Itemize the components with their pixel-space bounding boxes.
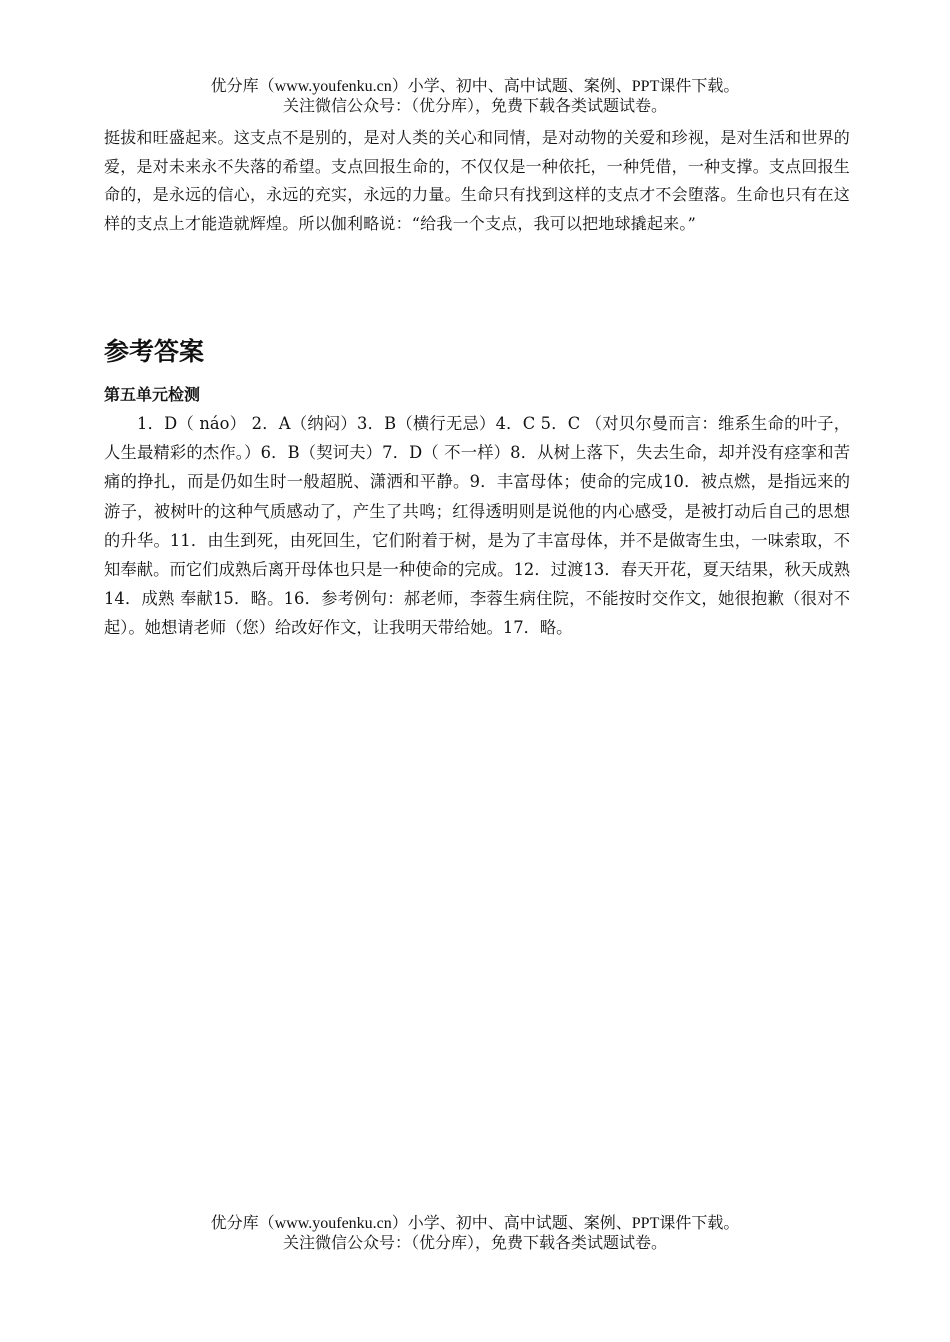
unit-test-subtitle: 第五单元检测 — [104, 385, 201, 404]
footer-line-1: 优分库（www.youfenku.cn）小学、初中、高中试题、案例、PPT课件下载。 — [210, 1215, 740, 1232]
header-line-1: 优分库（www.youfenku.cn）小学、初中、高中试题、案例、PPT课件下载。 — [210, 78, 740, 95]
answer-section-title: 参考答案 — [104, 337, 205, 366]
footer-line-2: 关注微信公众号：（优分库），免费下载各类试题试卷。 — [282, 1235, 667, 1252]
page-header — [0, 77, 950, 117]
header-line-2: 关注微信公众号：（优分库），免费下载各类试题试卷。 — [282, 98, 667, 115]
page-footer — [0, 1214, 950, 1254]
answer-content: 1．D（ náo） 2．A（纳闷）3．B（横行无忌）4．C 5．C （对贝尔曼而言：维系生命的叶子，人生最精彩的杰作。）6．B（契诃夫）7．D（ 不一样）8．从树上落下，失去生命，却并没有痉挛和苦痛的挣扎，而是仍如生时一般超脱、潇洒和平静。9．丰富母体；使命的完成10．被点燃，是指远来的游子，被树叶的这种气质感动了，产生了共鸣；红得透明则是说他的内心感受，是被打动后自己的思想的升华。11．由生到死，由死回生，它们附着于树，是为了丰富母体，并不是做寄生虫，一味索取，不知奉献。而它们成熟后离开母体也只是一种使命的完成。12．过渡13．春天开花，夏天结果，秋天成熟14．成熟 奉献15．略。16．参考例句：郝老师，李蓉生病住院，不能按时交作文，她很抱歉（很对不起）。她想请老师（您）给改好作文，让我明天带给她。17．略。 — [104, 414, 850, 638]
passage-text: 挺拔和旺盛起来。这支点不是别的，是对人类的关心和同情，是对动物的关爱和珍视，是对生活和世界的爱，是对未来永不失落的希望。支点回报生命的，不仅仅是一种依托，一种凭借，一种支撑。支点回报生命的，是永远的信心，永远的充实，永远的力量。生命只有找到这样的支点才不会堕落。生命也只有在这样的支点上才能造就辉煌。所以伽利略说：“给我一个支点，我可以把地球撬起来。” — [104, 128, 850, 233]
